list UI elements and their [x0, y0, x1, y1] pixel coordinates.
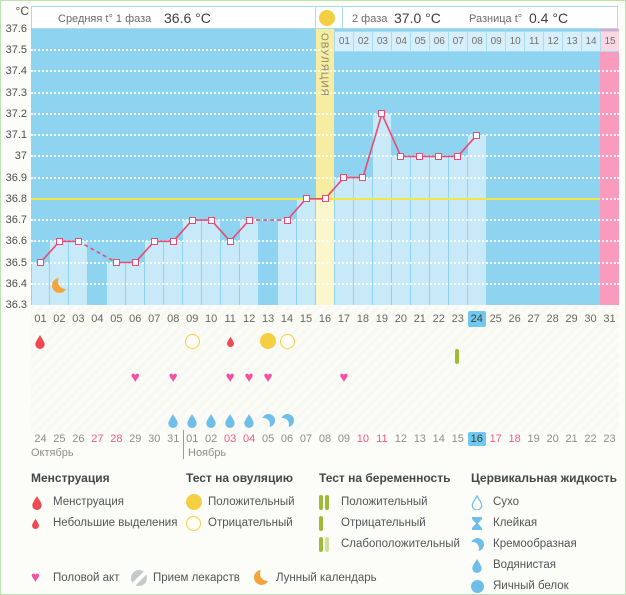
y-axis-tick-label: 37.1 [5, 129, 27, 142]
temp-point [416, 153, 423, 160]
y-axis-tick-label: 36.3 [5, 299, 27, 311]
legend-item [471, 557, 617, 573]
phase1-label: Средняя t° 1 фаза [58, 13, 152, 25]
dpo-cell: 08 [467, 31, 487, 52]
calendar-date-cell[interactable]: 06 [280, 432, 294, 445]
temp-point [246, 217, 253, 224]
calendar-date-cell[interactable]: 08 [318, 432, 332, 445]
cycle-day-cell[interactable]: 10 [205, 313, 218, 325]
drop-blue-filled-icon [471, 558, 493, 573]
temp-point [378, 110, 385, 117]
cervical-creamy-icon [278, 411, 297, 430]
cycle-day-row [31, 307, 619, 331]
cycle-day-cell[interactable]: 18 [356, 313, 370, 325]
y-axis-tick-label: 36.8 [5, 192, 27, 205]
cervical-watery-icon [183, 411, 202, 430]
legend-item-label: Менструация [53, 496, 124, 508]
dpo-cell: 15 [600, 31, 619, 52]
cervical-creamy-icon [259, 411, 278, 430]
cycle-day-cell[interactable]: 26 [508, 313, 521, 325]
drop-red-small-icon [31, 518, 53, 529]
legend-group [319, 471, 460, 557]
month-label-november: Ноябрь [188, 447, 227, 459]
cycle-day-cell[interactable]: 12 [242, 313, 256, 325]
legend-group [471, 471, 617, 595]
phase2-label: 2 фаза [352, 13, 388, 25]
cervical-watery-icon [221, 411, 240, 430]
legend-group-title: Тест на овуляцию [186, 471, 293, 485]
dpo-cell: 03 [372, 31, 392, 52]
legend-group [31, 471, 177, 536]
legend-item [471, 578, 617, 594]
cycle-day-cell[interactable]: 15 [299, 313, 313, 325]
calendar-date-cell[interactable]: 17 [489, 432, 502, 445]
temp-point [359, 174, 366, 181]
calendar-date-cell[interactable]: 14 [432, 432, 445, 445]
dpo-cell: 04 [391, 31, 411, 52]
calendar-date-cell[interactable]: 19 [527, 432, 540, 445]
dpo-cell: 09 [486, 31, 506, 52]
legend-footer-item [31, 570, 119, 585]
temp-point [37, 259, 44, 266]
circle-yellow-filled-icon [186, 494, 208, 510]
calendar-date-cell[interactable]: 24 [34, 432, 47, 445]
calendar-date-cell[interactable]: 11 [376, 432, 388, 445]
temp-point [75, 238, 82, 245]
axis-unit-label: °C [15, 4, 29, 18]
y-axis-tick-label: 37.4 [5, 65, 27, 78]
calendar-date-cell[interactable]: 20 [546, 432, 559, 445]
legend-item-label: Слабоположительный [341, 538, 460, 550]
cycle-day-cell[interactable]: 25 [489, 313, 502, 325]
legend-item-label: Сухо [493, 496, 520, 508]
calendar-date-cell[interactable]: 12 [394, 432, 407, 445]
temp-point [454, 153, 461, 160]
calendar-date-cell[interactable]: 22 [584, 432, 597, 445]
cycle-day-cell[interactable]: 06 [129, 313, 142, 325]
temp-point [397, 153, 404, 160]
cycle-day-cell[interactable]: 19 [375, 313, 388, 325]
y-axis-tick-label: 36.5 [5, 256, 27, 269]
intercourse-icon: ♥ [263, 369, 273, 386]
calendar-date-cell[interactable]: 05 [261, 432, 275, 445]
legend-item [31, 494, 177, 510]
legend-item [319, 536, 460, 552]
cycle-day-cell[interactable]: 22 [432, 313, 445, 325]
legend-item-label: Отрицательный [208, 517, 293, 529]
calendar-date-cell[interactable]: 29 [129, 432, 142, 445]
calendar-date-cell[interactable]: 21 [565, 432, 578, 445]
cycle-day-cell[interactable]: 24 [467, 307, 486, 331]
bars-green-weak-icon [319, 537, 341, 552]
y-axis-tick-label: 37.6 [5, 23, 27, 35]
cycle-day-cell[interactable]: 09 [186, 313, 199, 325]
cycle-day-cell[interactable]: 28 [546, 313, 559, 325]
phase1-value: 36.6 °C [164, 10, 211, 26]
pregnancy-test-negative-icon [448, 348, 467, 364]
drop-red-large-icon [31, 495, 53, 510]
pill-gray-icon [131, 570, 153, 586]
dpo-cell: 06 [429, 31, 449, 52]
dpo-cell: 14 [581, 31, 601, 52]
legend-item [319, 515, 460, 531]
y-axis-tick-label: 36.7 [5, 214, 27, 227]
legend-group-title: Цервикальная жидкость [471, 471, 618, 485]
temp-point [473, 132, 480, 139]
dpo-cell: 13 [562, 31, 582, 52]
temp-point [56, 238, 63, 245]
header-divider [342, 7, 343, 28]
temp-point [113, 259, 120, 266]
legend-item-label: Клейкая [493, 517, 538, 529]
cycle-day-cell[interactable]: 07 [148, 313, 161, 325]
legend-item [186, 515, 295, 531]
y-axis-tick-label: 37.5 [5, 44, 27, 57]
legend-footer-item [131, 570, 240, 586]
calendar-date-cell[interactable]: 15 [451, 432, 464, 445]
temp-point [170, 238, 177, 245]
y-axis-tick-label: 37.2 [5, 107, 27, 120]
chart-plot-area [31, 29, 619, 305]
legend-item-label: Кремообразная [493, 538, 577, 550]
calendar-date-cell[interactable]: 09 [337, 432, 351, 445]
calendar-date-cell[interactable]: 31 [167, 432, 180, 445]
drop-blue-outline-icon [471, 495, 493, 510]
cycle-day-cell[interactable]: 04 [91, 313, 104, 325]
legend-group-title: Тест на беременность [319, 471, 451, 485]
dpo-cell: 02 [353, 31, 373, 52]
y-axis-tick-label: 36.6 [5, 235, 27, 248]
cycle-day-cell[interactable]: 02 [53, 313, 66, 325]
cervical-watery-icon [164, 411, 183, 430]
calendar-date-cell[interactable]: 28 [110, 432, 123, 445]
y-axis-tick-label: 37 [14, 150, 27, 163]
cycle-day-cell[interactable]: 21 [413, 313, 426, 325]
cycle-day-cell[interactable]: 17 [337, 313, 351, 325]
calendar-date-cell[interactable]: 13 [413, 432, 426, 445]
legend-item-label: Положительный [208, 496, 295, 508]
temp-point [132, 259, 139, 266]
temp-point [151, 238, 158, 245]
legend-item-label: Отрицательный [341, 517, 426, 529]
cycle-day-cell[interactable]: 08 [167, 313, 180, 325]
legend-item [186, 494, 295, 510]
intercourse-icon: ♥ [225, 369, 235, 386]
calendar-date-cell[interactable]: 25 [53, 432, 66, 445]
calendar-date-row [31, 431, 619, 446]
legend-item-label: Небольшие выделения [53, 517, 178, 529]
dpo-cell: 10 [505, 31, 525, 52]
cycle-day-cell[interactable]: 31 [603, 313, 616, 325]
legend-item [471, 515, 617, 531]
y-axis-tick-label: 36.4 [5, 277, 27, 290]
calendar-date-cell[interactable]: 27 [91, 432, 104, 445]
pregnancy-test-row [31, 348, 619, 364]
calendar-date-cell[interactable]: 10 [356, 432, 370, 445]
crescent-blue-icon [471, 538, 493, 551]
legend-item-label: Положительный [341, 496, 428, 508]
temp-point [284, 217, 291, 224]
legend-item-label: Водянистая [493, 559, 557, 571]
intercourse-row [31, 368, 619, 387]
calendar-date-cell[interactable]: 30 [148, 432, 161, 445]
temp-point [303, 195, 310, 202]
cycle-day-cell[interactable]: 16 [318, 313, 332, 325]
intercourse-icon: ♥ [339, 369, 349, 386]
legend-footer-item [254, 570, 377, 585]
dpo-cell: 11 [524, 31, 544, 52]
cycle-day-cell[interactable]: 14 [280, 313, 294, 325]
diff-label: Разница t° [469, 13, 523, 25]
calendar-date-cell[interactable]: 18 [508, 432, 521, 445]
cycle-day-cell[interactable]: 30 [584, 313, 597, 325]
legend-group [186, 471, 295, 536]
legend-item-label: Прием лекарств [153, 572, 240, 584]
temp-point [208, 217, 215, 224]
intercourse-icon: ♥ [168, 369, 178, 386]
cycle-day-cell[interactable]: 11 [224, 313, 236, 325]
cycle-day-cell[interactable]: 01 [34, 313, 47, 325]
legend-item [471, 536, 617, 552]
cervical-watery-icon [202, 411, 221, 430]
cycle-day-cell[interactable]: 20 [394, 313, 407, 325]
phase2-value: 37.0 °C [394, 10, 441, 26]
cycle-day-cell[interactable]: 13 [261, 313, 275, 325]
legend-item-label: Половой акт [53, 571, 120, 584]
legend [1, 471, 626, 595]
cycle-day-cell[interactable]: 05 [110, 313, 123, 325]
month-divider [183, 430, 184, 459]
temp-point [340, 174, 347, 181]
legend-item-label: Лунный календарь [276, 571, 377, 584]
ovulation-day-icon [319, 10, 335, 26]
ovulation-column-label: ОВУЛЯЦИЯ [318, 33, 330, 97]
moon-orange-icon [254, 570, 276, 585]
legend-item-label: Яичный белок [493, 580, 569, 592]
temp-point [227, 238, 234, 245]
y-axis-tick-label: 36.9 [5, 171, 27, 184]
dpo-cell: 12 [543, 31, 563, 52]
cycle-day-cell[interactable]: 29 [565, 313, 578, 325]
temp-point [435, 153, 442, 160]
intercourse-icon: ♥ [130, 369, 140, 386]
month-label-october: Октябрь [31, 447, 74, 459]
dpo-cell: 07 [448, 31, 468, 52]
cervical-fluid-row [31, 411, 619, 430]
dpo-cell: 01 [334, 31, 354, 52]
intercourse-icon: ♥ [244, 369, 254, 386]
calendar-date-cell[interactable]: 03 [224, 432, 237, 445]
heart-pink-icon: ♥ [31, 569, 40, 586]
hourglass-blue-icon [471, 516, 493, 531]
calendar-date-cell[interactable]: 23 [603, 432, 616, 445]
header-divider [315, 7, 316, 28]
legend-item [31, 515, 177, 531]
calendar-date-cell[interactable]: 02 [205, 432, 218, 445]
legend-group-title: Менструация [31, 471, 110, 485]
circle-blue-filled-icon [471, 580, 493, 593]
legend-item [471, 494, 617, 510]
calendar-date-cell[interactable]: 26 [72, 432, 85, 445]
legend-item [319, 494, 460, 510]
cycle-day-cell[interactable]: 27 [527, 313, 540, 325]
temp-point [189, 217, 196, 224]
bar-green-single-icon [319, 516, 341, 531]
temp-point [322, 195, 329, 202]
cervical-watery-icon [240, 411, 259, 430]
calendar-date-cell[interactable]: 04 [242, 432, 256, 445]
calendar-date-cell[interactable]: 16 [467, 431, 486, 446]
cycle-day-cell[interactable]: 23 [451, 313, 464, 325]
cycle-day-cell[interactable]: 03 [72, 313, 85, 325]
y-axis-tick-label: 37.3 [5, 86, 27, 99]
diff-value: 0.4 °C [529, 10, 569, 26]
calendar-date-cell[interactable]: 07 [299, 432, 313, 445]
calendar-date-cell[interactable]: 01 [186, 432, 199, 445]
bars-green-double-icon [319, 495, 341, 510]
dpo-cell: 05 [410, 31, 430, 52]
circle-yellow-outline-icon [186, 516, 208, 531]
